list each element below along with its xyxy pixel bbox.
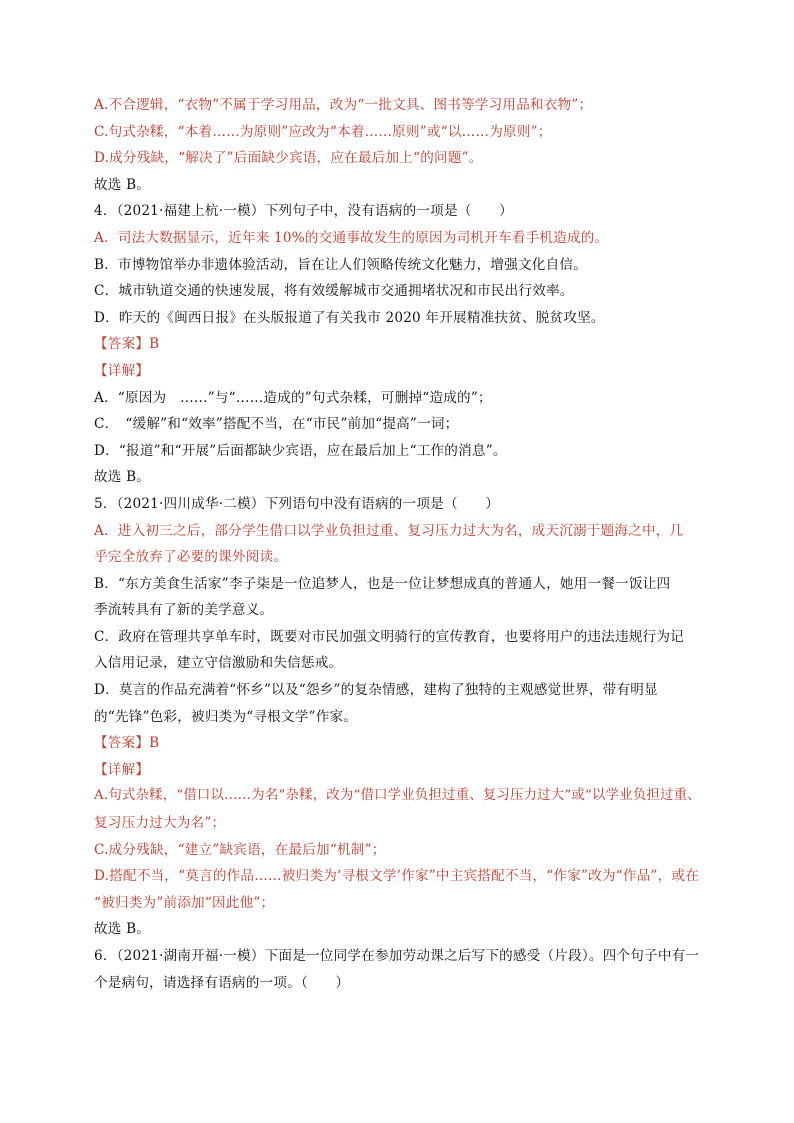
question-4-option-c: C．城市轨道交通的快速发展，将有效缓解城市交通拥堵状况和市民出行效率。 <box>94 283 574 300</box>
question-6-stem-line2: 个是病句，请选择有语病的一项。（ ） <box>94 974 350 991</box>
question-5-option-a-line1: A．进入初三之后，部分学生借口以学业负担过重、复习压力过大为名，成天沉溺于题海之中，几 <box>94 522 684 539</box>
question-4-option-b: B．市博物馆举办非遗体验活动，旨在让人们领略传统文化魅力，增强文化自信。 <box>94 256 587 273</box>
question-4-detail-d: D．“报道”和“开展”后面都缺少宾语，应在最后加上“工作的消息”。 <box>94 442 507 459</box>
question-6-stem-line1: 6．（2021·湖南开福·一模）下面是一位同学在参加劳动课之后写下的感受（片段）。四个句子中有一 <box>94 948 700 964</box>
question-4-option-a: A．司法大数据显示，近年来 10%的交通事故发生的原因为司机开车看手机造成的。 <box>94 229 609 246</box>
question-5-detail-a-line1: A.句式杂糅，“借口以……为名”杂糅，改为“借口学业负担过重、复习压力过大”或“以学业负担过重、 <box>94 788 701 804</box>
question-5-option-c-line2: 入信用记录，建立守信激励和失信惩戒。 <box>94 655 343 672</box>
answer-explanation-body <box>94 92 708 996</box>
question-5-detail-a-line2: 复习压力过大为名”； <box>94 815 226 832</box>
question-4-detail-c: C． “缓解”和“效率”搭配不当，在“市民”前加“提高”一词； <box>94 416 459 433</box>
question-5-option-b-line1: B．“东方美食生活家”李子柒是一位追梦人，也是一位让梦想成真的普通人，她用一餐一饭让四 <box>94 575 671 592</box>
question-5-answer: 【答案】B <box>94 735 160 752</box>
question-5-option-b-line2: 季流转具有了新的美学意义。 <box>94 602 274 619</box>
question-5-option-a-line2: 乎完全放弃了必要的课外阅读。 <box>94 549 288 566</box>
question-5-detail-c: C.成分残缺，“建立”缺宾语，在最后加“机制”； <box>94 841 386 858</box>
question-4-option-d: D．昨天的《闽西日报》在头版报道了有关我市 2020 年开展精准扶贫、脱贫攻坚。 <box>94 309 605 326</box>
question-5-detail-heading: 【详解】 <box>94 761 150 778</box>
question-5-detail-d-line1: D.搭配不当，“莫言的作品……被归类为‘寻根文学’作家”中主宾搭配不当，“作家”改为“作品”，或在 <box>94 868 700 885</box>
conclusion-line: 故选 B。 <box>94 176 151 193</box>
explanation-line-a: A.不合逻辑，“衣物”不属于学习用品，改为“一批文具、图书等学习用品和衣物”； <box>94 97 593 113</box>
question-5-option-d-line1: D．莫言的作品充满着“怀乡”以及“怨乡”的复杂情感，建构了独特的主观感觉世界，带有明显 <box>94 682 658 699</box>
question-5-stem: 5．（2021·四川成华·二模）下列语句中没有语病的一项是（ ） <box>94 495 500 512</box>
question-5-option-d-line2: 的“先锋”色彩，被归类为“寻根文学”作家。 <box>94 708 358 725</box>
explanation-line-d: D.成分残缺，“解决了”后面缺少宾语，应在最后加上“的问题”。 <box>94 150 483 167</box>
question-5-option-c-line1: C．政府在管理共享单车时，既要对市民加强文明骑行的宣传教育，也要将用户的违法违规行为记 <box>94 628 684 645</box>
question-4-detail-heading: 【详解】 <box>94 362 150 379</box>
question-4-detail-a: A．“原因为 ……”与“……造成的”句式杂糅，可删掉“造成的”； <box>94 389 492 406</box>
question-5-detail-d-line2: “被归类为”前添加“因此他”； <box>94 894 275 911</box>
question-4-conclusion: 故选 B。 <box>94 469 151 486</box>
question-5-conclusion: 故选 B。 <box>94 921 151 938</box>
question-4-stem: 4．（2021·福建上杭·一模）下列句子中，没有语病的一项是（ ） <box>94 203 513 220</box>
question-4-answer: 【答案】B <box>94 336 160 353</box>
explanation-line-c: C.句式杂糅，“本着……为原则”应改为“本着……原则”或“以……为原则”； <box>94 123 552 140</box>
